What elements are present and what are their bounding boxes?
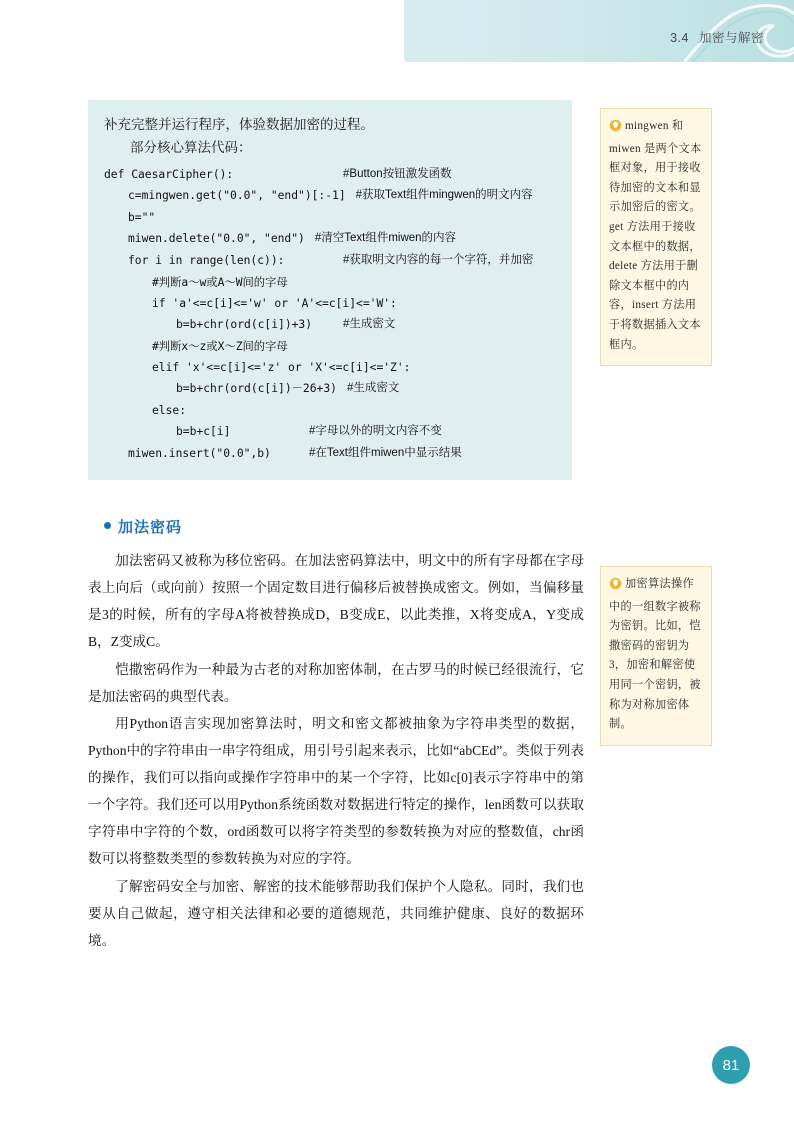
code-line: [104, 314, 558, 336]
code-line-text: b="": [128, 211, 156, 225]
code-line: [104, 336, 558, 357]
code-line-comment: #获取Text组件mingwen的明文内容: [355, 189, 533, 202]
code-line-text: #判断x～z或X～Z间的字母: [152, 339, 288, 353]
code-line: [104, 164, 558, 186]
code-line-text: b=b+chr(ord(c[i])－26+3): [176, 382, 337, 396]
code-line-text: for i in range(len(c)):: [128, 253, 285, 267]
body-paragraph: 用Python语言实现加密算法时，明文和密文都被抽象为字符串类型的数据，Python中的字符串由一串字符组成，用引号引起来表示，比如“abCEd”。类似于列表的操作，我们可以指向或操作字符串中的某一个字符，比如c[0]表示字符串中的第一个字符。我们还可以用Python系统函数对数据进行特定的操作，len函数可以获取字符串中字符的个数，ord函数可以将字符类型的参数转换为对应的整数值，chr函数可以将整数类型的参数转换为对应的字符。: [88, 716, 584, 866]
code-line-comment: #字母以外的明文内容不变: [309, 424, 442, 437]
code-line-comment: #生成密文: [343, 318, 396, 331]
code-line-comment: #生成密文: [346, 382, 400, 395]
code-line-comment: #获取明文内容的每一个字符，并加密: [343, 253, 534, 266]
code-line-comment: #清空Text组件miwen的内容: [314, 232, 457, 245]
code-line-text: else:: [152, 403, 187, 417]
code-listing: [104, 164, 558, 464]
code-line: [104, 272, 558, 293]
code-intro-text: 补充完整并运行程序，体验数据加密的过程。: [104, 117, 374, 132]
code-subtitle-text: 部分核心算法代码：: [130, 139, 252, 155]
page-number-badge: 81: [712, 1046, 750, 1084]
code-line-text: miwen.delete("0.0", "end"): [128, 232, 305, 246]
code-line: [104, 400, 558, 421]
code-line: [104, 378, 558, 400]
code-line: [104, 228, 558, 250]
header-chapter-name: 加密与解密: [698, 31, 764, 45]
section-heading-label: 加法密码: [118, 519, 183, 536]
code-block: [88, 100, 572, 480]
body-paragraph: 了解密码安全与加密、解密的技术能够帮助我们保护个人隐私。同时，我们也要从自己做起，遵守相关法律和必要的道德规范，共同维护健康、良好的数据环境。: [88, 878, 584, 948]
sidenote-2-text: 加密算法操作中的一组数字被称为密钥。比如，恺撒密码的密钥为 3，加密和解密使用同一个密钥，被称为对称加密体制。: [609, 578, 701, 731]
code-line-text: #判断a～w或A～W间的字母: [152, 275, 288, 289]
bullet-dot-icon: [104, 522, 111, 529]
body-text: [88, 548, 584, 956]
header-chapter-title: [670, 28, 764, 46]
code-line: [104, 250, 558, 272]
lightbulb-icon: [609, 119, 622, 140]
code-line-text: if 'a'<=c[i]<='w' or 'A'<=c[i]<='W':: [152, 296, 397, 310]
code-line: [104, 421, 558, 443]
code-line: [104, 293, 558, 314]
code-line-text: def CaesarCipher():: [104, 167, 234, 181]
page-header: [404, 0, 794, 62]
section-heading-addition-cipher: [104, 516, 182, 537]
body-paragraph: 恺撒密码作为一种最为古老的对称加密体制，在古罗马的时候已经很流行，它是加法密码的典型代表。: [88, 661, 584, 704]
sidenote-1-text: mingwen 和 miwen 是两个文本框对象，用于接收待加密的文本和显示加密后的密文。get 方法用于接收文本框中的数据，delete 方法用于删除文本框中的内容，insert 方法用于将数据插入文本框内。: [609, 120, 702, 351]
code-line-comment: #在Text组件miwen中显示结果: [309, 446, 462, 459]
lightbulb-icon: [609, 577, 622, 598]
code-line-text: elif 'x'<=c[i]<='z' or 'X'<=c[i]<='Z':: [152, 360, 411, 374]
code-line-text: b=b+c[i]: [176, 424, 231, 438]
header-chapter-number: 3.4: [670, 31, 689, 45]
sidenote-mingwen-miwen: [600, 108, 712, 366]
sidenote-key-definition: [600, 566, 712, 746]
body-paragraph: 加法密码又被称为移位密码。在加法密码算法中，明文中的所有字母都在字母表上向后（或向前）按照一个固定数目进行偏移后被替换成密文。例如，当偏移量是3的时候，所有的字母A将被替换成D，B变成E，以此类推，X将变成A，Y变成B，Z变成C。: [88, 553, 584, 649]
code-line-text: miwen.insert("0.0",b): [128, 446, 271, 460]
code-line-text: b=b+chr(ord(c[i])+3): [176, 318, 313, 332]
code-line: [104, 207, 558, 228]
code-line: [104, 443, 558, 465]
code-line-comment: #Button按钮激发函数: [343, 167, 452, 180]
code-line: [104, 357, 558, 378]
code-line: [104, 185, 558, 207]
code-line-text: c=mingwen.get("0.0", "end")[:-1]: [128, 189, 346, 203]
